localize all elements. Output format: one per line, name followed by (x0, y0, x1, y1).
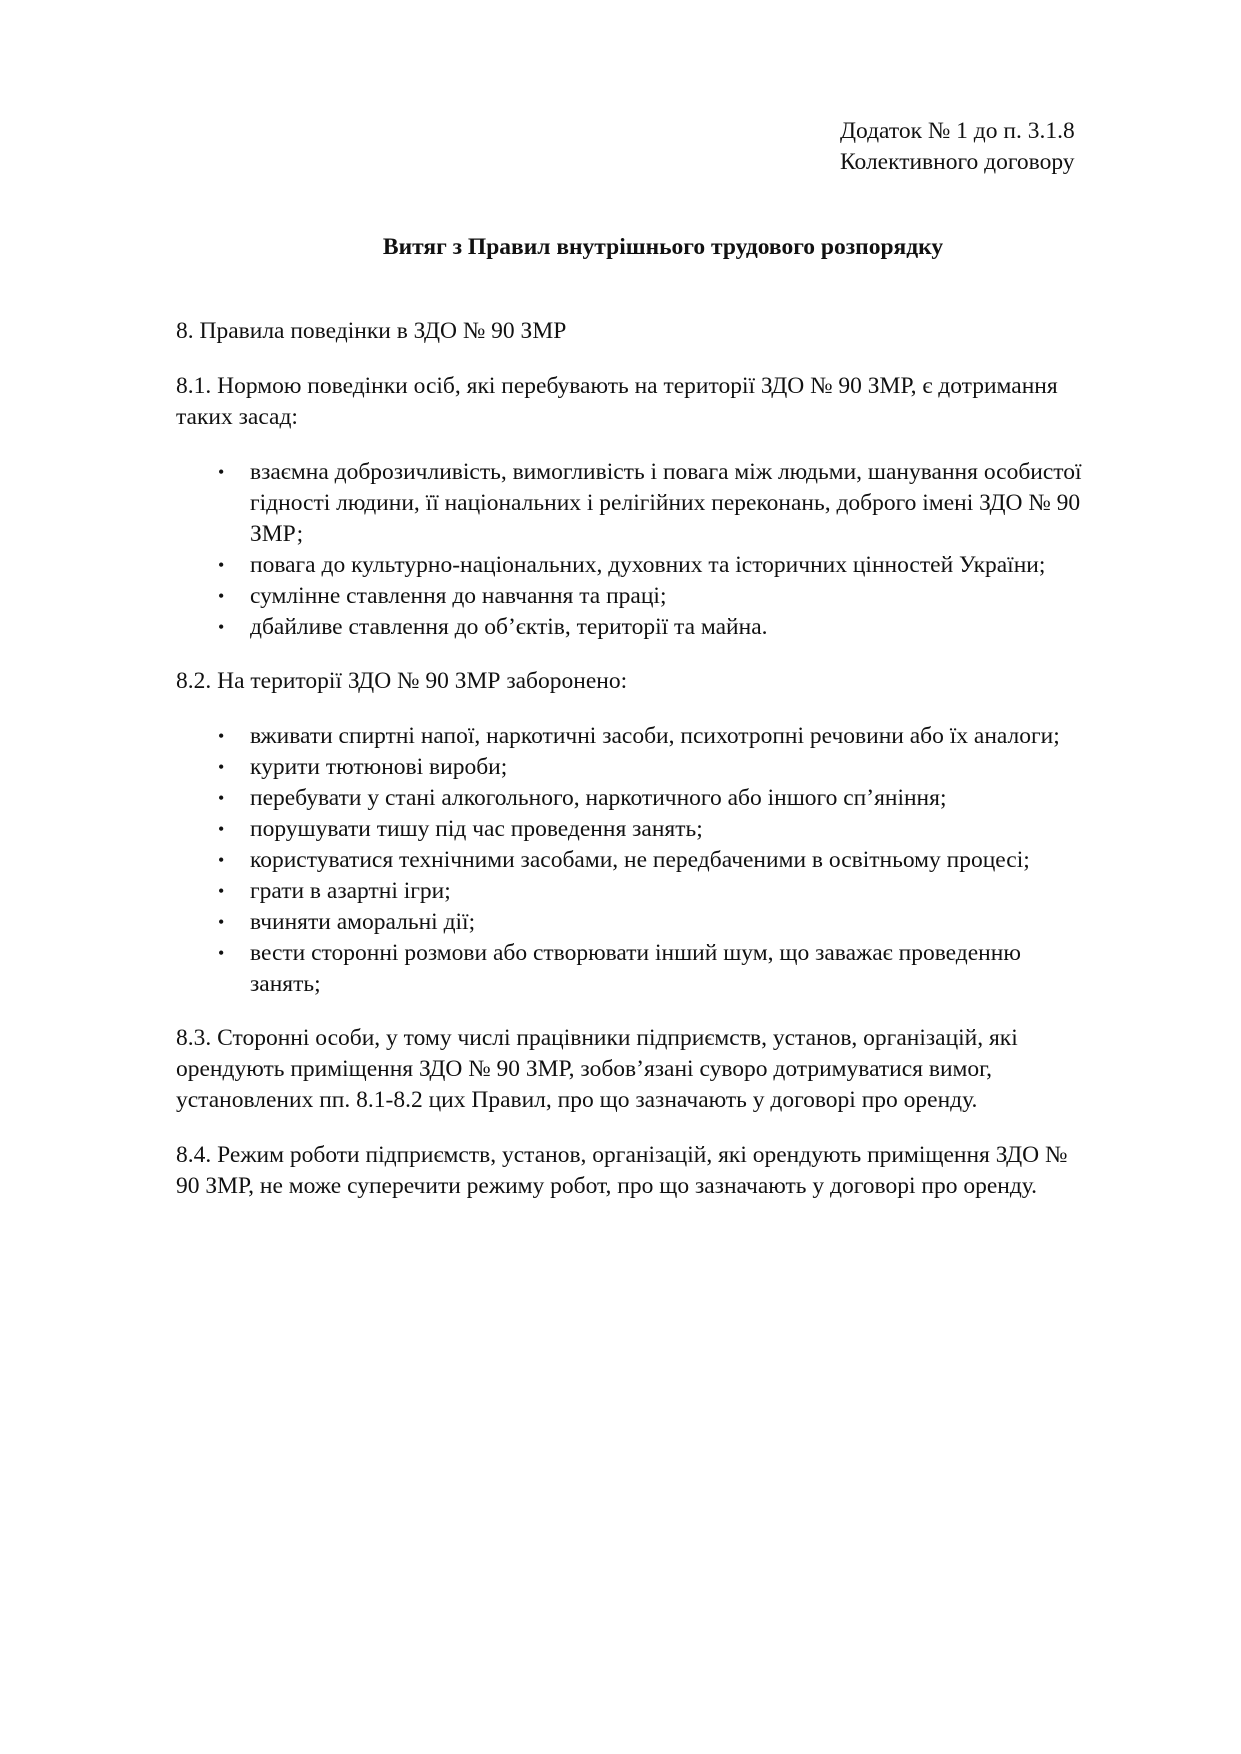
list-item-text: дбайливе ставлення до об’єктів, території та майна. (250, 614, 768, 640)
list-item-text: взаємна доброзичливість, вимогливість і повага між людьми, шанування особистої гідності людини, її національних і релігійних переконань, доброго імені ЗДО № 90 ЗМР; (250, 459, 1082, 547)
list-item-text: сумлінне ставлення до навчання та праці; (250, 583, 667, 609)
list-item-text: повага до культурно-національних, духовних та історичних цінностей України; (250, 552, 1046, 578)
list-item (176, 457, 1146, 550)
annex-line-2: Колективного договору (840, 149, 1075, 175)
bullet-icon: • (218, 617, 225, 637)
list-8-2 (176, 721, 1146, 1000)
paragraph-8-2: 8.2. На території ЗДО № 90 ЗМР заборонено: (176, 668, 628, 694)
list-item-text: порушувати тишу під час проведення занять; (250, 816, 703, 842)
list-item-text: перебувати у стані алкогольного, наркотичного або іншого сп’яніння; (250, 785, 947, 811)
document-title: Витяг з Правил внутрішнього трудового розпорядку (382, 234, 944, 260)
list-item (176, 550, 1146, 581)
bullet-icon: • (218, 881, 225, 901)
annex-reference (840, 116, 1075, 178)
section-heading: 8. Правила поведінки в ЗДО № 90 ЗМР (176, 318, 567, 344)
list-item (176, 907, 1146, 938)
list-item (176, 814, 1146, 845)
bullet-icon: • (218, 819, 225, 839)
list-item (176, 752, 1146, 783)
bullet-icon: • (218, 757, 225, 777)
list-item (176, 876, 1146, 907)
bullet-icon: • (218, 586, 225, 606)
list-item (176, 783, 1146, 814)
list-item-text: вживати спиртні напої, наркотичні засоби, психотропні речовини або їх аналоги; (250, 723, 1060, 749)
list-item-text: користуватися технічними засобами, не передбаченими в освітньому процесі; (250, 847, 1030, 873)
paragraph-8-1: 8.1. Нормою поведінки осіб, які перебувають на території ЗДО № 90 ЗМР, є дотримання таких засад: (176, 373, 1058, 430)
annex-line-1: Додаток № 1 до п. 3.1.8 (840, 118, 1075, 144)
bullet-icon: • (218, 788, 225, 808)
bullet-icon: • (218, 462, 225, 482)
list-item-text: вести сторонні розмови або створювати інший шум, що заважає проведенню занять; (250, 940, 1021, 997)
paragraph-8-3: 8.3. Сторонні особи, у тому числі працівники підприємств, установ, організацій, які орендують приміщення ЗДО № 90 ЗМР, зобов’язані суворо дотримуватися вимог, установлених пп. 8.1-8.2 цих Правил, про що зазначають у договорі про оренду. (176, 1025, 1018, 1113)
list-item-text: вчиняти аморальні дії; (250, 909, 476, 935)
bullet-icon: • (218, 943, 225, 963)
list-8-1 (176, 457, 1146, 643)
bullet-icon: • (218, 726, 225, 746)
list-item (176, 938, 1146, 1000)
bullet-icon: • (218, 912, 225, 932)
document-body (176, 316, 1146, 1226)
list-item (176, 581, 1146, 612)
list-item (176, 845, 1146, 876)
list-item-text: курити тютюнові вироби; (250, 754, 508, 780)
paragraph-8-4: 8.4. Режим роботи підприємств, установ, організацій, які орендують приміщення ЗДО № 90 ЗМР, не може суперечити режиму робот, про що зазначають у договорі про оренду. (176, 1142, 1068, 1199)
list-item (176, 721, 1146, 752)
bullet-icon: • (218, 850, 225, 870)
list-item (176, 612, 1146, 643)
bullet-icon: • (218, 555, 225, 575)
list-item-text: грати в азартні ігри; (250, 878, 451, 904)
